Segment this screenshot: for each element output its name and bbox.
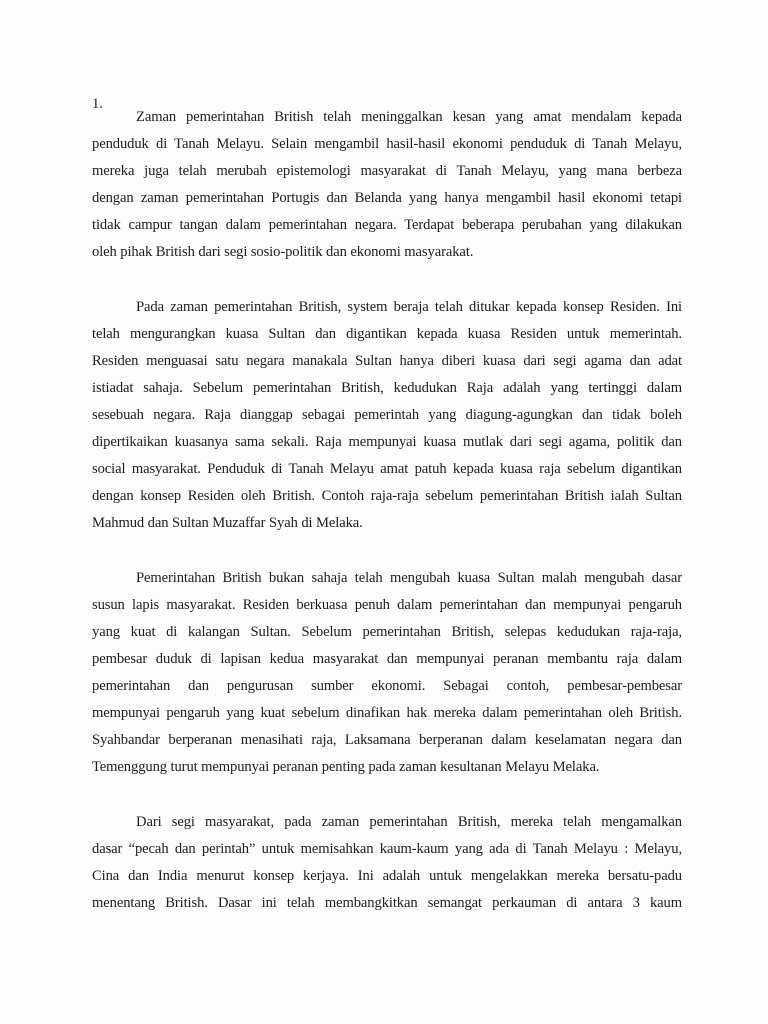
- paragraph-line: Cina dan India menurut konsep kerjaya. Ini adalah untuk mengelakkan mereka bersatu-padu: [92, 868, 682, 884]
- paragraph-line: dipertikaikan kuasanya sama sekali. Raja mempunyai kuasa mutlak dari segi agama, politik dan: [92, 434, 682, 450]
- paragraph-line: mempunyai pengaruh yang kuat sebelum dinafikan hak mereka dalam pemerintahan oleh British.: [92, 705, 682, 721]
- paragraph-line: pemerintahan dan pengurusan sumber ekonomi. Sebagai contoh, pembesar-pembesar: [92, 678, 682, 694]
- paragraph-line: yang kuat di kalangan Sultan. Sebelum pemerintahan British, selepas kedudukan raja-raja,: [92, 624, 682, 640]
- paragraph-line: susun lapis masyarakat. Residen berkuasa penuh dalam pemerintahan dan mempunyai pengaruh: [92, 597, 682, 613]
- paragraph-line: tidak campur tangan dalam pemerintahan negara. Terdapat beberapa perubahan yang dilakukan: [92, 217, 682, 233]
- paragraph-line: Syahbandar berperanan menasihati raja, Laksamana berperanan dalam keselamatan negara dan: [92, 732, 682, 748]
- paragraph-line: telah mengurangkan kuasa Sultan dan digantikan kepada kuasa Residen untuk memerintah.: [92, 326, 682, 342]
- paragraph-1: [92, 104, 682, 266]
- paragraph-line: Mahmud dan Sultan Muzaffar Syah di Melaka.: [92, 515, 363, 531]
- paragraph-line: Residen menguasai satu negara manakala Sultan hanya diberi kuasa dari segi agama dan adat: [92, 353, 682, 369]
- paragraph-line: mereka juga telah merubah epistemologi masyarakat di Tanah Melayu, yang mana berbeza: [92, 163, 682, 179]
- paragraph-line: dasar “pecah dan perintah” untuk memisahkan kaum-kaum yang ada di Tanah Melayu : Melayu,: [92, 841, 682, 857]
- paragraph-line: Pada zaman pemerintahan British, system beraja telah ditukar kepada konsep Residen. Ini: [136, 299, 682, 315]
- paragraph-2: [92, 294, 682, 537]
- paragraph-line: pembesar duduk di lapisan kedua masyarakat dan mempunyai peranan membantu raja dalam: [92, 651, 682, 667]
- paragraph-line: menentang British. Dasar ini telah membangkitkan semangat perkauman di antara 3 kaum: [92, 895, 682, 911]
- paragraph-line: istiadat sahaja. Sebelum pemerintahan British, kedudukan Raja adalah yang tertinggi dalam: [92, 380, 682, 396]
- section-number: 1.: [92, 96, 103, 112]
- paragraph-line: Temenggung turut mempunyai peranan penting pada zaman kesultanan Melayu Melaka.: [92, 759, 600, 775]
- paragraph-line: social masyarakat. Penduduk di Tanah Melayu amat patuh kepada kuasa raja sebelum digantikan: [92, 461, 682, 477]
- paragraph-line: penduduk di Tanah Melayu. Selain mengambil hasil-hasil ekonomi penduduk di Tanah Melayu,: [92, 136, 682, 152]
- paragraph-4: [92, 809, 682, 917]
- paragraph-line: Zaman pemerintahan British telah meninggalkan kesan yang amat mendalam kepada: [136, 109, 682, 125]
- paragraph-line: Dari segi masyarakat, pada zaman pemerintahan British, mereka telah mengamalkan: [136, 814, 682, 830]
- paragraph-3: [92, 565, 682, 781]
- paragraph-line: dengan konsep Residen oleh British. Contoh raja-raja sebelum pemerintahan British ialah Sultan: [92, 488, 682, 504]
- paragraph-line: oleh pihak British dari segi sosio-politik dan ekonomi masyarakat.: [92, 244, 474, 260]
- paragraph-line: dengan zaman pemerintahan Portugis dan Belanda yang hanya mengambil hasil ekonomi tetapi: [92, 190, 682, 206]
- paragraph-line: sesebuah negara. Raja dianggap sebagai pemerintah yang diagung-agungkan dan tidak boleh: [92, 407, 682, 423]
- paragraph-line: Pemerintahan British bukan sahaja telah mengubah kuasa Sultan malah mengubah dasar: [136, 570, 682, 586]
